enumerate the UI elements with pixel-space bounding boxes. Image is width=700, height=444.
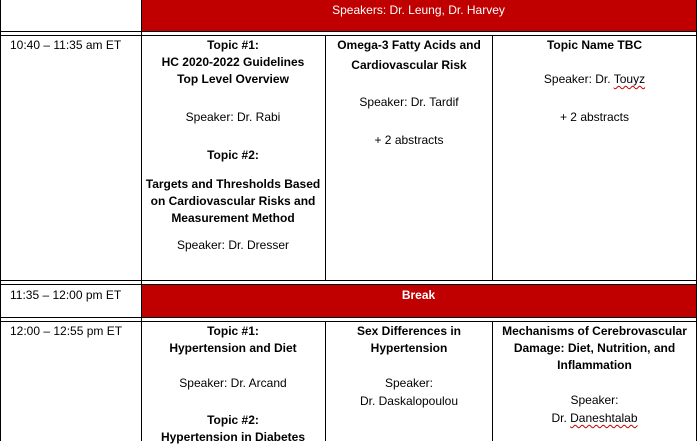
break-label: Break (401, 288, 436, 302)
row2-col3-title: Mechanisms of Cerebrovascular (502, 324, 687, 338)
row1-col2-abstracts: + 2 abstracts (374, 133, 444, 147)
row1-topic1-title: Top Level Overview (177, 72, 289, 86)
row1-topic2-speaker: Speaker: Dr. Dresser (176, 238, 290, 252)
row2-col3-speaker-label: Speaker: (570, 393, 619, 407)
row1-col2-title: Omega-3 Fatty Acids and (337, 38, 481, 52)
row1-time: 10:40 – 11:35 am ET (10, 38, 122, 52)
row1-col3-speaker-name: Touyz (613, 72, 646, 86)
row-divider (0, 280, 697, 281)
row2-col2-title: Sex Differences in (356, 324, 462, 338)
row-divider (0, 284, 697, 285)
row1-col2-speaker: Speaker: Dr. Tardif (359, 95, 459, 109)
row2-topic1-speaker: Speaker: Dr. Arcand (179, 376, 287, 390)
row1-topic2-title: Measurement Method (171, 211, 295, 225)
row1-col3-speaker (493, 72, 696, 86)
row1-topic1-heading: Topic #1: (207, 38, 259, 52)
row2-col3-title: Inflammation (557, 358, 632, 372)
row1-topic1-speaker: Speaker: Dr. Rabi (185, 110, 281, 124)
table-border-left (0, 0, 1, 441)
row2-topic2-title: Hypertension in Diabetes (160, 430, 306, 444)
row2-col3-speaker-name: Daneshtalab (570, 411, 638, 425)
row1-col2-title: Cardiovascular Risk (351, 58, 467, 72)
row2-col2-speaker-label: Speaker: (384, 376, 434, 390)
row1-topic2-title: on Cardiovascular Risks and (150, 194, 316, 208)
header-speakers: Speakers: Dr. Leung, Dr. Harvey (332, 3, 505, 17)
row-divider (0, 35, 697, 36)
row2-col2-title: Hypertension (370, 341, 448, 355)
row-divider (0, 321, 697, 322)
row1-topic2-title: Targets and Thresholds Based (145, 177, 321, 191)
break-time: 11:35 – 12:00 pm ET (10, 288, 122, 302)
row2-col2-speaker-name: Dr. Daskalopoulou (359, 394, 459, 408)
row2-topic1-heading: Topic #1: (207, 324, 259, 338)
table-border-right (696, 0, 697, 441)
row-divider (0, 31, 697, 32)
row1-col3-speaker-prefix: Speaker: Dr. (543, 72, 614, 86)
row2-col3-title: Damage: Diet, Nutrition, and (513, 341, 676, 355)
row2-col3-speaker-prefix: Dr. (551, 411, 571, 425)
row1-col3-title: Topic Name TBC (546, 38, 643, 52)
row2-col3-speaker (493, 411, 696, 425)
row1-topic2-heading: Topic #2: (207, 148, 259, 162)
row1-topic1-title: HC 2020-2022 Guidelines (161, 55, 305, 69)
row2-time: 12:00 – 12:55 pm ET (10, 324, 123, 338)
row2-topic1-title: Hypertension and Diet (169, 341, 297, 355)
row1-col3-abstracts: + 2 abstracts (559, 110, 630, 124)
row-divider (0, 317, 697, 318)
row2-topic2-heading: Topic #2: (207, 413, 259, 427)
